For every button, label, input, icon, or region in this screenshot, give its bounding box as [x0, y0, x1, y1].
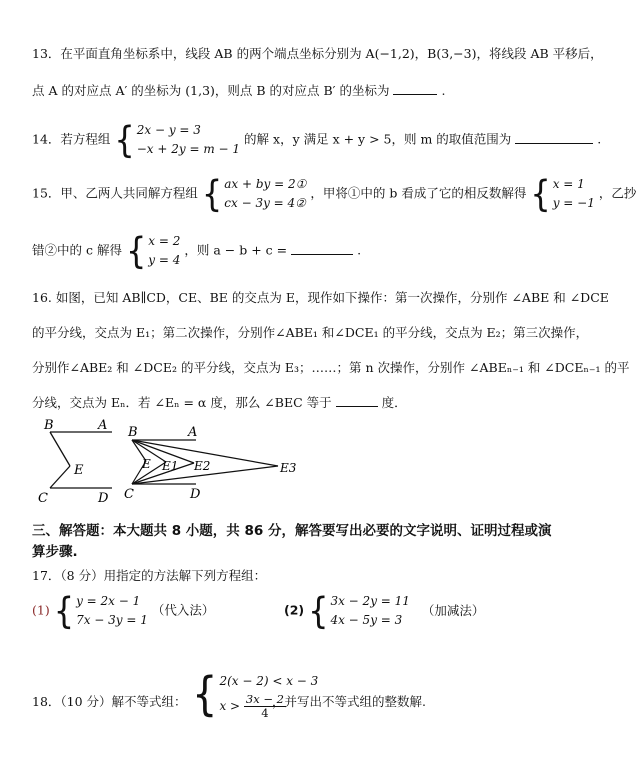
q15-sol2-x: x = 2 — [148, 234, 181, 248]
q15-sol1-x: x = 1 — [552, 177, 585, 191]
brace-icon: { — [192, 668, 218, 721]
q14-eq1: 2x − y = 3 — [136, 123, 201, 137]
q18-fraction-denominator: 4 — [261, 706, 269, 720]
q16-line4-pre: 分线，交点为 Eₙ．若 ∠Eₙ = α 度，那么 ∠BEC 等于 — [32, 395, 332, 410]
q17-part2-system — [308, 589, 410, 633]
fig1-label-a: A — [98, 418, 108, 433]
q15-sol2-y: y = 4 — [148, 253, 181, 267]
section3-heading-line1: 三、解答题：本大题共 8 小题，共 86 分，解答要写出必要的文字说明、证明过程或演 — [32, 523, 552, 539]
q17-part2-eq1: 3x − 2y = 11 — [330, 594, 410, 608]
q16-answer-blank[interactable] — [336, 394, 378, 407]
q15-system — [201, 172, 307, 216]
q18-tail: ，并写出不等式组的整数解. — [272, 694, 426, 709]
q15-tail: ，乙抄 — [598, 185, 636, 201]
fig2-label-d: D — [190, 487, 201, 502]
q15-number: 15．甲、乙两人共同解方程组 — [32, 185, 198, 201]
q16-line4 — [32, 393, 407, 411]
q14-end: . — [597, 131, 602, 147]
brace-icon: { — [530, 172, 551, 216]
q15-mid: ，甲将①中的 b 看成了它的相反数解得 — [310, 185, 527, 201]
fig1-label-d: D — [98, 491, 109, 506]
fig2-label-b: B — [128, 425, 138, 440]
q14-answer-blank[interactable] — [515, 131, 593, 144]
fig2-label-e: E — [142, 457, 151, 471]
q18-title: 18．（10 分）解不等式组： — [32, 694, 187, 709]
q16-line2: 的平分线，交点为 E₁；第二次操作，分别作∠ABE₁ 和∠DCE₁ 的平分线，交点为 E₂；第三次操作， — [32, 325, 589, 340]
q17-part1-method: （代入法） — [151, 602, 215, 618]
q14 — [32, 118, 602, 162]
q16-figure-2 — [118, 424, 308, 506]
fig1-label-e: E — [74, 463, 84, 478]
q15-line1 — [32, 172, 636, 216]
fig2-label-c: C — [124, 487, 134, 502]
q15-line2-pre: 错②中的 c 解得 — [32, 242, 122, 258]
q15-answer-blank[interactable] — [291, 242, 353, 255]
q17-part2-label: (2) — [284, 602, 305, 618]
q18-fraction-numerator: 3x − 2 — [245, 692, 284, 706]
q15-line2 — [32, 229, 362, 273]
q17-part1 — [32, 589, 215, 633]
q18-ineq2-pre: x > — [219, 699, 241, 713]
q17-part1-system — [53, 589, 148, 633]
q15-line2-post: ，则 a − b + c = — [184, 242, 288, 258]
fig2-label-a: A — [188, 425, 198, 440]
q17-title: 17．（8 分）用指定的方法解下列方程组： — [32, 568, 267, 583]
brace-icon: { — [125, 229, 147, 273]
q15-end: . — [357, 242, 362, 258]
q16-line4-post: 度． — [381, 395, 407, 410]
q17-part1-label: (1) — [32, 602, 50, 618]
q17-part2 — [284, 589, 485, 633]
q18-ineq1: 2(x − 2) < x − 3 — [219, 674, 319, 688]
q15-eq1: ax + by = 2① — [224, 177, 307, 191]
fig1-label-b: B — [44, 418, 54, 433]
q15-sol1-y: y = −1 — [552, 196, 595, 210]
q16-figure-1 — [30, 418, 120, 518]
brace-icon: { — [308, 589, 329, 633]
q14-text: 的解 x，y 满足 x + y > 5，则 m 的取值范围为 — [244, 131, 512, 147]
q14-system — [114, 118, 241, 162]
q16-line3: 分别作∠ABE₂ 和 ∠DCE₂ 的平分线，交点为 E₃；……；第 n 次操作，分别作 ∠ABEₙ₋₁ 和 ∠DCEₙ₋₁ 的平 — [32, 360, 630, 375]
section3-heading-line2: 算步骤. — [32, 544, 78, 560]
brace-icon: { — [201, 172, 223, 216]
q13-answer-blank[interactable] — [393, 82, 437, 95]
brace-icon: { — [114, 118, 135, 162]
q17-part2-method: （加减法） — [421, 602, 485, 618]
fig2-label-e3: E3 — [280, 461, 297, 475]
fig2-label-e2: E2 — [194, 459, 211, 473]
fig1-label-c: C — [38, 491, 48, 506]
q17-part2-eq2: 4x − 5y = 3 — [330, 613, 403, 627]
q17-part1-eq2: 7x − 3y = 1 — [76, 613, 148, 627]
q15-solution-a — [530, 172, 595, 216]
q13-line2-text: 点 A 的对应点 A′ 的坐标为 (1,3)，则点 B 的对应点 B′ 的坐标为 — [32, 83, 390, 98]
q14-eq2: −x + 2y = m − 1 — [136, 142, 241, 156]
q13-line2 — [32, 81, 445, 99]
q15-solution-b — [125, 229, 181, 273]
q14-number: 14．若方程组 — [32, 131, 111, 147]
q15-eq2: cx − 3y = 4② — [224, 196, 306, 210]
brace-icon: { — [53, 589, 75, 633]
fig2-label-e1: E1 — [162, 459, 179, 473]
q13-line2-end: . — [441, 83, 446, 98]
q17-part1-eq1: y = 2x − 1 — [76, 594, 141, 608]
q16-line1: 16. 如图，已知 AB∥CD，CE、BE 的交点为 E，现作如下操作：第一次操作，分别作 ∠ABE 和 ∠DCE — [32, 290, 609, 305]
q13-line1: 13．在平面直角坐标系中，线段 AB 的两个端点坐标分别为 A(−1,2)，B(3,−3)，将线段 AB 平移后， — [32, 46, 603, 61]
